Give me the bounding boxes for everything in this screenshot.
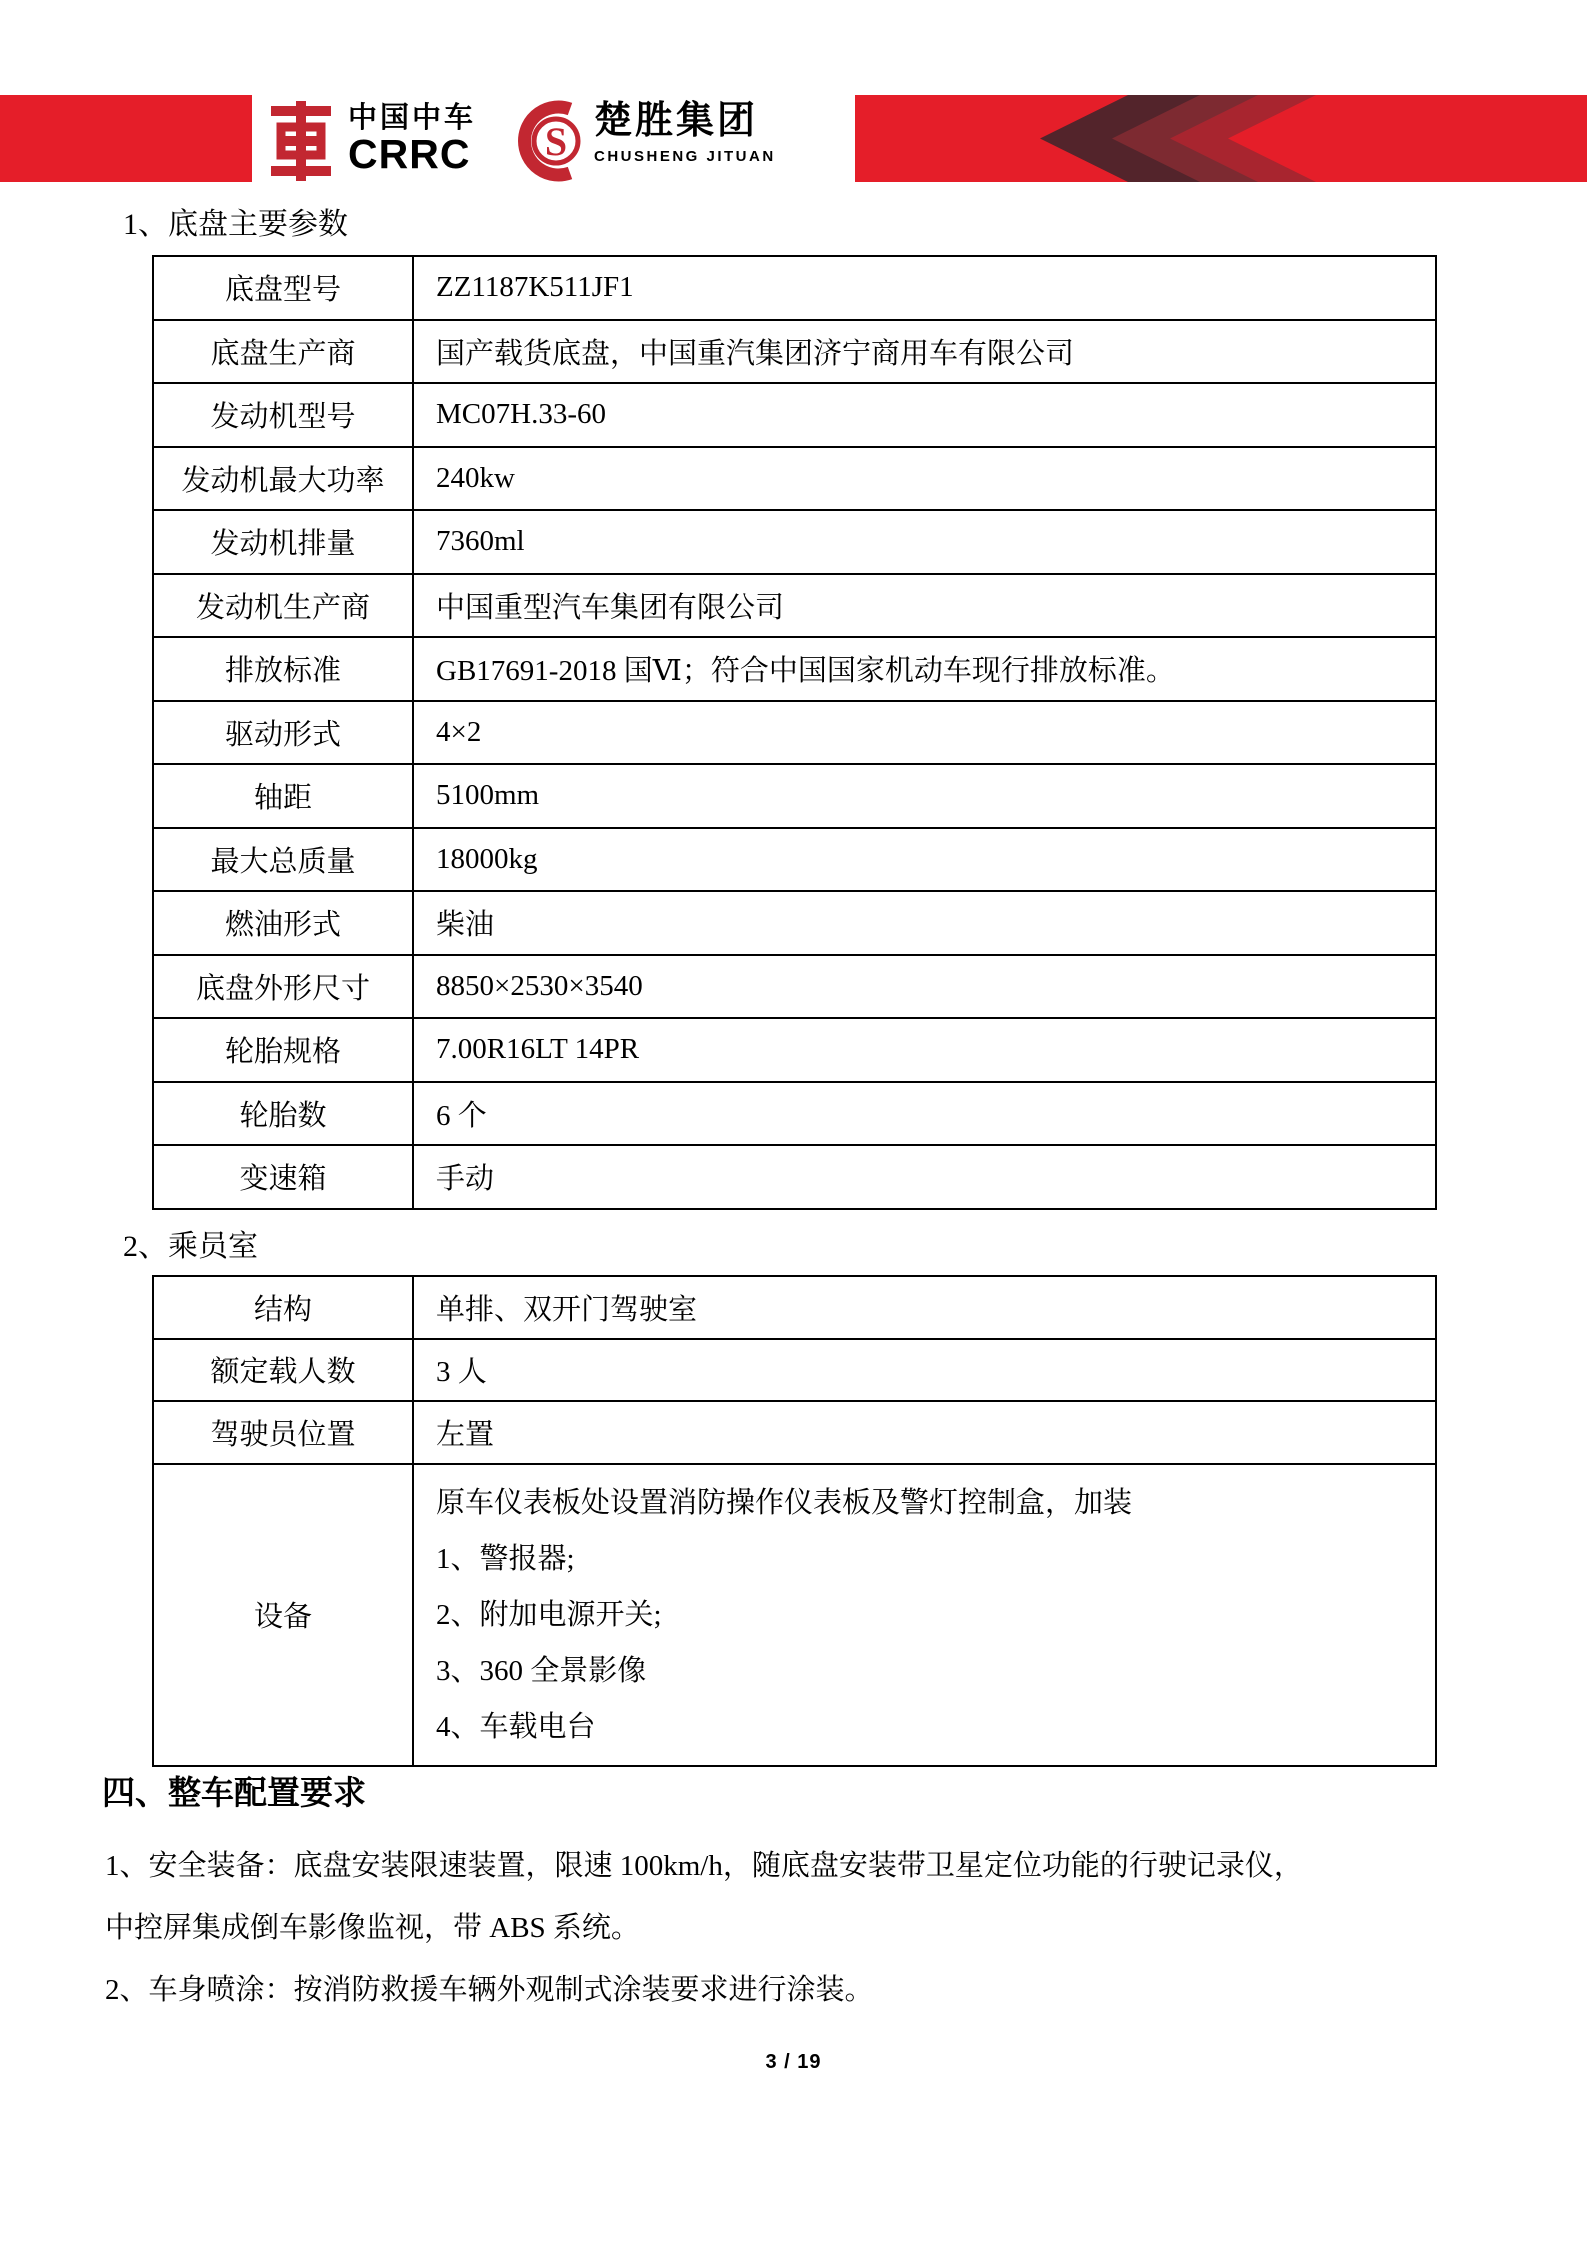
chassis-parameters-table <box>152 255 1437 1210</box>
table-row <box>153 320 1436 384</box>
spec-label: 最大总质量 <box>153 828 413 892</box>
spec-label: 变速箱 <box>153 1145 413 1209</box>
spec-value: 3 人 <box>413 1339 1436 1402</box>
spec-label: 轴距 <box>153 764 413 828</box>
spec-value: 左置 <box>413 1401 1436 1464</box>
paragraph-safety-equipment <box>105 1835 1475 1959</box>
spec-label: 轮胎规格 <box>153 1018 413 1082</box>
equipment-list-cell <box>413 1464 1436 1766</box>
crrc-name-zh: 中国中车 <box>348 102 477 134</box>
table-row <box>153 1339 1436 1402</box>
paragraph-line: 中控屏集成倒车影像监视，带 ABS 系统。 <box>105 1912 640 1944</box>
table-row <box>153 701 1436 765</box>
paragraph-body-painting <box>105 1959 1475 2021</box>
chusheng-name-en: CHUSHENG JITUAN <box>594 148 776 165</box>
spec-value: 5100mm <box>413 764 1436 828</box>
spec-value: 18000kg <box>413 828 1436 892</box>
spec-label: 结构 <box>153 1276 413 1339</box>
equipment-line: 1、警报器; <box>436 1542 575 1575</box>
spec-label: 设备 <box>153 1464 413 1766</box>
table-row <box>153 510 1436 574</box>
spec-value: 中国重型汽车集团有限公司 <box>413 574 1436 638</box>
table-row <box>153 955 1436 1019</box>
spec-label: 发动机生产商 <box>153 574 413 638</box>
chusheng-logo-icon <box>512 100 590 182</box>
spec-label: 底盘型号 <box>153 256 413 320</box>
spec-label: 发动机型号 <box>153 383 413 447</box>
table-row <box>153 1276 1436 1339</box>
spec-value: MC07H.33-60 <box>413 383 1436 447</box>
spec-value: 4×2 <box>413 701 1436 765</box>
table-row <box>153 447 1436 511</box>
spec-value: GB17691-2018 国Ⅵ；符合中国国家机动车现行排放标准。 <box>413 637 1436 701</box>
spec-value: 手动 <box>413 1145 1436 1209</box>
spec-value: 单排、双开门驾驶室 <box>413 1276 1436 1339</box>
spec-label: 底盘生产商 <box>153 320 413 384</box>
spec-value: ZZ1187K511JF1 <box>413 256 1436 320</box>
section-title-vehicle-config-requirements: 四、整车配置要求 <box>102 1776 366 1812</box>
spec-value: 7.00R16LT 14PR <box>413 1018 1436 1082</box>
header-left-red-bar <box>0 95 252 182</box>
table-row <box>153 574 1436 638</box>
table-row <box>153 383 1436 447</box>
crrc-logo-icon <box>266 101 336 181</box>
table-row <box>153 1082 1436 1146</box>
equipment-line: 4、车载电台 <box>436 1710 596 1743</box>
spec-label: 轮胎数 <box>153 1082 413 1146</box>
spec-value: 240kw <box>413 447 1436 511</box>
table-row <box>153 1018 1436 1082</box>
table-row <box>153 1464 1436 1766</box>
page-number: 3 / 19 <box>765 2051 822 2073</box>
table-row <box>153 828 1436 892</box>
spec-label: 底盘外形尺寸 <box>153 955 413 1019</box>
crrc-name-en: CRRC <box>348 131 471 177</box>
svg-text:S: S <box>544 119 568 164</box>
spec-label: 燃油形式 <box>153 891 413 955</box>
spec-value: 8850×2530×3540 <box>413 955 1436 1019</box>
equipment-line: 3、360 全景影像 <box>436 1654 647 1687</box>
equipment-line: 2、附加电源开关; <box>436 1598 662 1631</box>
equipment-line: 原车仪表板处设置消防操作仪表板及警灯控制盒，加装 <box>436 1486 1133 1519</box>
spec-label: 发动机最大功率 <box>153 447 413 511</box>
chusheng-logo-text <box>594 102 776 164</box>
crew-cabin-table <box>152 1275 1437 1767</box>
spec-value: 7360ml <box>413 510 1436 574</box>
spec-label: 发动机排量 <box>153 510 413 574</box>
spec-label: 排放标准 <box>153 637 413 701</box>
table-row <box>153 891 1436 955</box>
table-row <box>153 1145 1436 1209</box>
chusheng-name-zh: 楚胜集团 <box>594 100 759 142</box>
spec-label: 额定载人数 <box>153 1339 413 1402</box>
spec-label: 驾驶员位置 <box>153 1401 413 1464</box>
crrc-logo-text <box>348 104 476 175</box>
table-row <box>153 256 1436 320</box>
spec-label: 驱动形式 <box>153 701 413 765</box>
table-row <box>153 637 1436 701</box>
table-row <box>153 764 1436 828</box>
spec-value: 柴油 <box>413 891 1436 955</box>
section-title-chassis-parameters: 1、底盘主要参数 <box>123 208 348 241</box>
header-right-red-bar <box>855 95 1587 182</box>
paragraph-line: 2、车身喷涂：按消防救援车辆外观制式涂装要求进行涂装。 <box>105 1974 874 2006</box>
spec-value: 国产载货底盘，中国重汽集团济宁商用车有限公司 <box>413 320 1436 384</box>
section-title-crew-cabin: 2、乘员室 <box>123 1230 258 1263</box>
paragraph-line: 1、安全装备：底盘安装限速装置，限速 100km/h，随底盘安装带卫星定位功能的行驶记录仪， <box>105 1850 1303 1882</box>
spec-value: 6 个 <box>413 1082 1436 1146</box>
table-row <box>153 1401 1436 1464</box>
